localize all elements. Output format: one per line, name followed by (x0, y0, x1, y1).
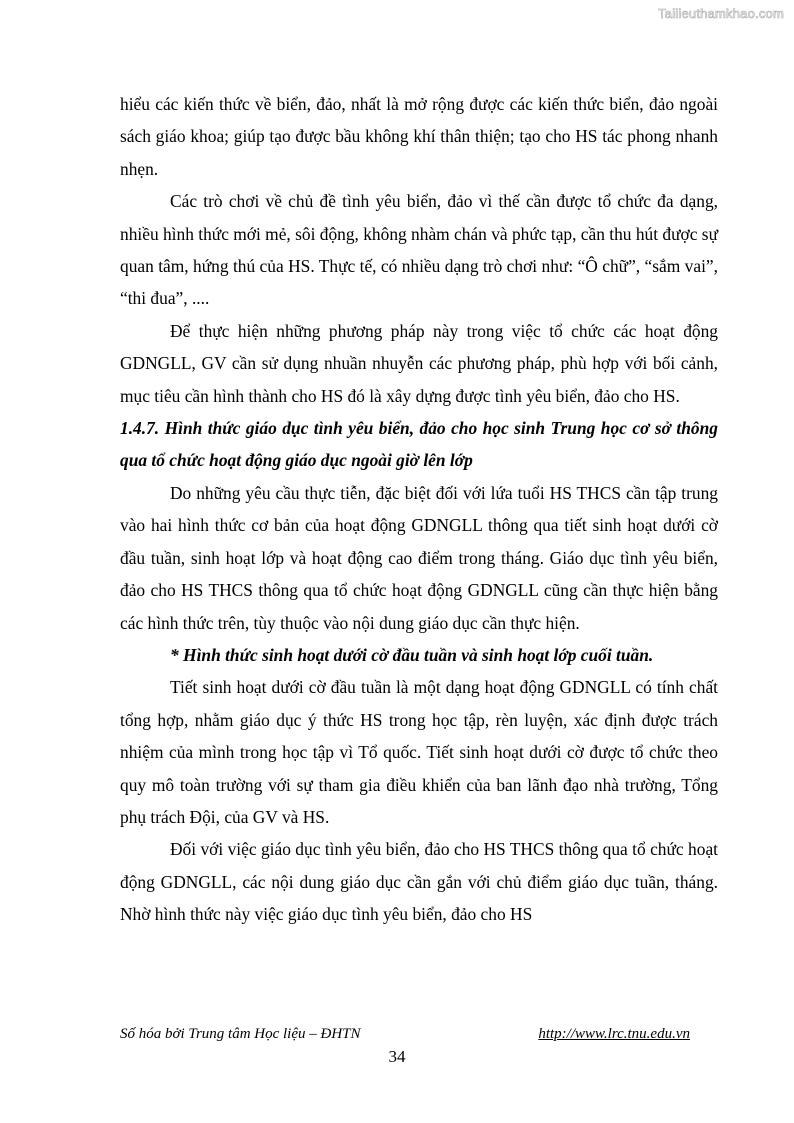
document-body (120, 88, 718, 931)
subsection-heading: * Hình thức sinh hoạt dưới cờ đầu tuần và sinh hoạt lớp cuối tuần. (170, 644, 654, 665)
footer-source: Số hóa bởi Trung tâm Học liệu – ĐHTN (120, 1026, 361, 1042)
paragraph-requirements: Do những yêu cầu thực tiễn, đặc biệt đối với lứa tuổi HS THCS cần tập trung vào hai hình thức cơ bản của hoạt động GDNGLL thông qua tiết sinh hoạt dưới cờ đầu tuần, sinh hoạt lớp và hoạt động cao điểm trong tháng. Giáo dục tình yêu biển, đảo cho HS THCS thông qua tổ chức hoạt động GDNGLL cũng cần thực hiện bằng các hình thức trên, tùy thuộc vào nội dung giáo dục cần thực hiện. (120, 482, 718, 633)
paragraph-flag-ceremony: Tiết sinh hoạt dưới cờ đầu tuần là một dạng hoạt động GDNGLL có tính chất tổng hợp, nhằm giáo dục ý thức HS trong học tập, rèn luyện, xác định được trách nhiệm của mình trong học tập vì Tổ quốc. Tiết sinh hoạt dưới cờ được tổ chức theo quy mô toàn trường với sự tham gia điều khiển của ban lãnh đạo nhà trường, Tổng phụ trách Đội, của GV và HS. (120, 677, 718, 827)
footer-link[interactable]: http://www.lrc.tnu.edu.vn (538, 1026, 690, 1042)
section-heading: 1.4.7. Hình thức giáo dục tình yêu biển, đảo cho học sinh Trung học cơ sở thông qua tổ chức hoạt động giáo dục ngoài giờ lên lớp (120, 418, 718, 471)
paragraph-education: Đối với việc giáo dục tình yêu biển, đảo cho HS THCS thông qua tổ chức hoạt động GDNGLL, các nội dung giáo dục cần gắn với chủ điểm giáo dục tuần, tháng. Nhờ hình thức này việc giáo dục tình yêu biển, đảo cho HS (120, 839, 718, 925)
page-number: 34 (388, 1047, 406, 1066)
watermark: Tailieuthamkhao.com (658, 6, 784, 21)
paragraph-methods: Để thực hiện những phương pháp này trong việc tổ chức các hoạt động GDNGLL, GV cần sử dụng nhuần nhuyễn các phương pháp, phù hợp với bối cảnh, mục tiêu cần hình thành cho HS đó là xây dựng được tình yêu biển, đảo cho HS. (120, 320, 718, 406)
paragraph-continuation: hiểu các kiến thức về biển, đảo, nhất là mở rộng được các kiến thức biển, đảo ngoài sách giáo khoa; giúp tạo được bầu không khí thân thiện; tạo cho HS tác phong nhanh nhẹn. (120, 94, 718, 179)
paragraph-games: Các trò chơi về chủ đề tình yêu biển, đảo vì thế cần được tổ chức đa dạng, nhiều hình thức mới mẻ, sôi động, không nhàm chán và phức tạp, cần thu hút được sự quan tâm, hứng thú của HS. Thực tế, có nhiều dạng trò chơi như: “Ô chữ”, “sắm vai”, “thi đua”, .... (120, 191, 718, 309)
